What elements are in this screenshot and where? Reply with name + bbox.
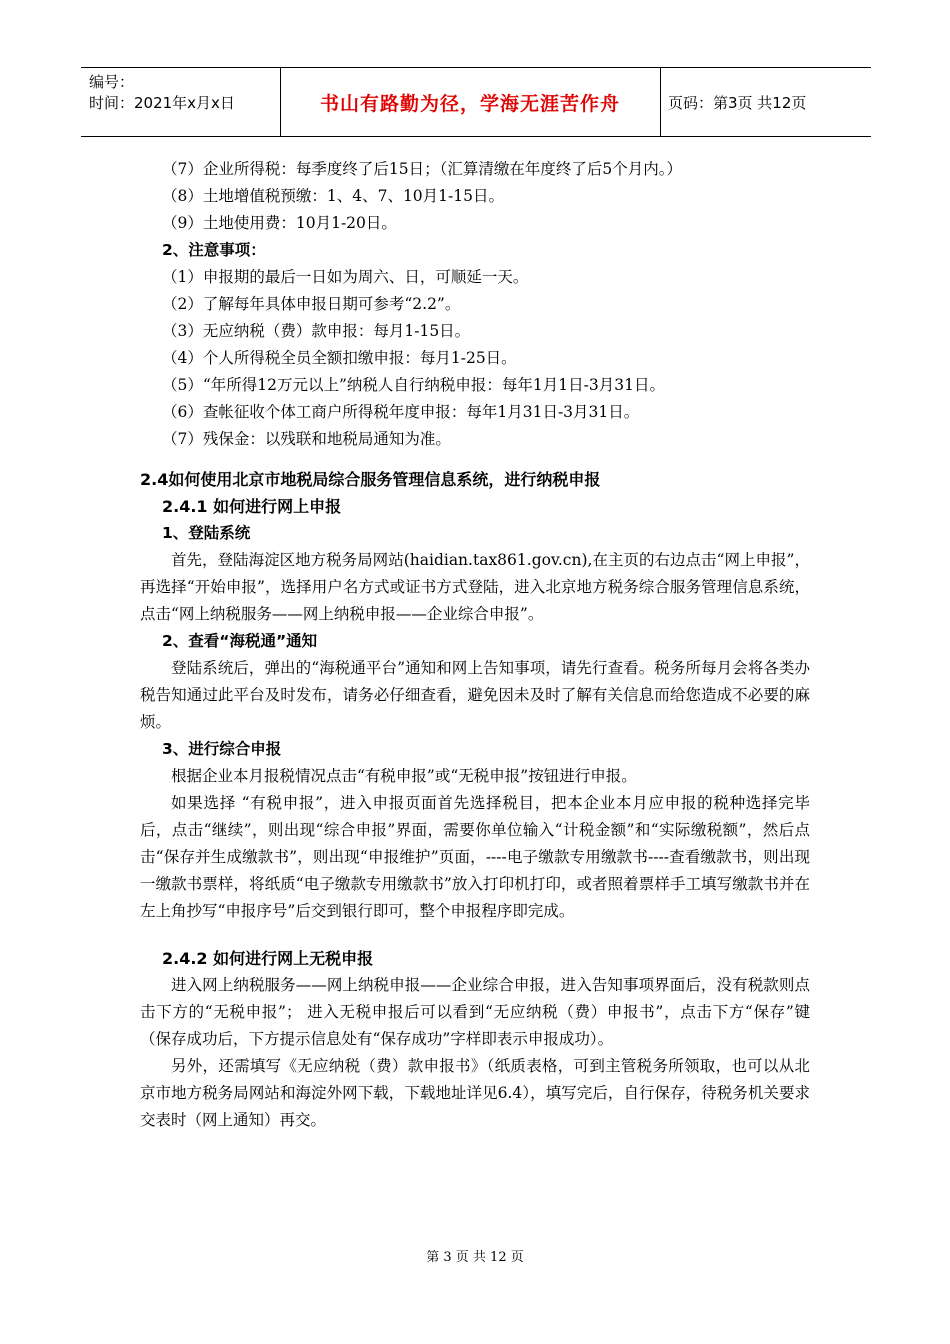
step-heading-declare: 3、进行综合申报 [162,740,282,758]
paragraph-declare-intro: 根据企业本月报税情况点击“有税申报”或“无税申报”按钮进行申报。 [171,767,637,785]
spacer [140,925,810,945]
subsection-title-2-4-2: 2.4.2 如何进行网上无税申报 [162,949,374,968]
document-number-label: 编号： [89,73,135,91]
header-page-number: 页码：第3页 共12页 [668,93,807,112]
paragraph-declare-detail: 如果选择 “有税申报”，进入申报页面首先选择税目，把本企业本月应申报的税种选择完毕后，点击“继续”，则出现“综合申报”界面，需要你单位输入“计税金额”和“实际缴税额”，然后点击“保存并生成缴款书”，则出现“申报维护”页面，----电子缴款专用缴款书----查看缴款书，则出现一缴款书票样，将纸质“电子缴款专用缴款书”放入打印机打印，或者照着票样手工填写缴款书并在左上角抄写“申报序号”后交到银行即可，整个申报程序即完成。 [140,794,810,920]
header-divider-right [660,67,661,137]
step-heading-login: 1、登陆系统 [162,524,251,542]
paragraph-no-tax: 进入网上纳税服务——网上纳税申报——企业综合申报，进入告知事项界面后，没有税款则点击下方的“无税申报”； 进入无税申报后可以看到“无应纳税（费）申报书”，点击下方“保存”键（保存成功后，下方提示信息处有“保存成功”字样即表示申报成功）。 [140,976,810,1048]
list-item: （3）无应纳税（费）款申报：每月1-15日。 [162,322,471,340]
list-item: （4）个人所得税全员全额扣缴申报：每月1-25日。 [162,349,517,367]
section-heading: 2、注意事项： [162,241,266,259]
list-item: （6）查帐征收个体工商户所得税年度申报：每年1月31日-3月31日。 [162,403,640,421]
document-date-label: 时间：2021年x月x日 [89,94,235,112]
list-item: （7）企业所得税：每季度终了后15日；（汇算清缴在年度终了后5个月内。） [162,160,682,178]
subsection-title-2-4-1: 2.4.1 如何进行网上申报 [162,497,342,516]
header-meta [89,72,235,114]
list-item: （8）土地增值税预缴：1、4、7、10月1-15日。 [162,187,504,205]
list-item: （5）“年所得12万元以上”纳税人自行纳税申报：每年1月1日-3月31日。 [162,376,665,394]
list-item: （2）了解每年具体申报日期可参考“2.2”。 [162,295,461,313]
section-title-2-4: 2.4如何使用北京市地税局综合服务管理信息系统，进行纳税申报 [140,470,601,489]
paragraph-paper-form: 另外，还需填写《无应纳税（费）款申报书》（纸质表格，可到主管税务所领取，也可以从北京市地方税务局网站和海淀外网下载，下载地址详见6.4），填写完后，自行保存，待税务机关要求交表时（网上通知）再交。 [140,1057,810,1129]
header-motto: 书山有路勤为径，学海无涯苦作舟 [319,92,620,115]
paragraph-login: 首先，登陆海淀区地方税务局网站(haidian.tax861.gov.cn),在主页的右边点击“网上申报”，再选择“开始申报”，选择用户名方式或证书方式登陆，进入北京地方税务综合服务管理信息系统，点击“网上纳税服务——网上纳税申报——企业综合申报”。 [140,551,810,623]
document-body [140,156,810,1134]
paragraph-notice: 登陆系统后，弹出的“海税通平台”通知和网上告知事项，请先行查看。税务所每月会将各类办税告知通过此平台及时发布，请务必仔细查看，避免因未及时了解有关信息而给您造成不必要的麻烦。 [140,659,810,731]
step-heading-notice: 2、查看“海税通”通知 [162,632,318,650]
list-item: （1）申报期的最后一日如为周六、日，可顺延一天。 [162,268,529,286]
list-item: （7）残保金：以残联和地税局通知为准。 [162,430,451,448]
list-item: （9）土地使用费：10月1-20日。 [162,214,397,232]
page-footer: 第 3 页 共 12 页 [426,1250,524,1265]
